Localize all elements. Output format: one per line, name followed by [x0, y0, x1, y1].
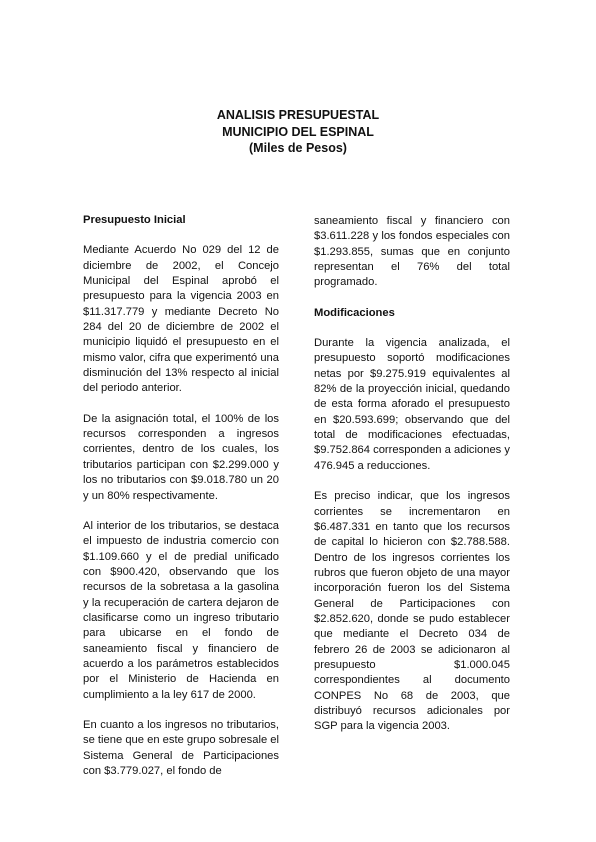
- paragraph: saneamiento fiscal y financiero con $3.611.228 y los fondos especiales con $1.293.855, sumas que en conjunto representan el 76% del total programado.: [314, 215, 510, 289]
- title-line-2: MUNICIPIO DEL ESPINAL: [222, 124, 374, 139]
- left-column: [83, 213, 279, 794]
- title-line-1: ANALISIS PRESUPUESTAL: [216, 108, 380, 122]
- paragraph: Al interior de los tributarios, se destaca el impuesto de industria comercio con $1.109.660 y el de predial unificado con $900.420, observando que los recursos de la sobretasa a la gasolina y la recuperación de cartera dejaron de clasificarse como un ingreso tributario para ubicarse en el fondo de saneamiento fiscal y financiero de acuerdo a los parámetros establecidos por el Ministerio de Hacienda en cumplimiento a la ley 617 de 2000.: [83, 519, 279, 701]
- paragraph: En cuanto a los ingresos no tributarios, se tiene que en este grupo sobresale el Sistema General de Participaciones con $3.779.027, el fondo de: [83, 718, 279, 777]
- right-column: [314, 214, 510, 750]
- paragraph: Durante la vigencia analizada, el presupuesto soportó modificaciones netas por $9.275.919 equivalentes al 82% de la proyección inicial, quedando de esta forma aforado el presupuesto en $20.593.699; observando que del total de modificaciones efectuadas, $9.752.864 corresponden a adiciones y 476.945 a reducciones.: [314, 337, 510, 472]
- section-heading-modificaciones: Modificaciones: [314, 306, 395, 319]
- paragraph: Mediante Acuerdo No 029 del 12 de diciembre de 2002, el Concejo Municipal del Espinal aprobó el presupuesto para la vigencia 2003 en $11.317.779 y mediante Decreto No 284 del 20 de diciembre de 2002 el municipio liquidó el presupuesto en el mismo valor, cifra que experimentó una disminución del 13% respecto al inicial del periodo anterior.: [83, 244, 279, 395]
- document-title: [0, 107, 596, 157]
- paragraph: De la asignación total, el 100% de los recursos corresponden a ingresos corrientes, dentro de los cuales, los tributarios participan con $2.299.000 y los no tributarios con $9.018.780 un 20 y un 80% respectivamente.: [83, 412, 279, 502]
- paragraph: Es preciso indicar, que los ingresos corrientes se incrementaron en $6.487.331 en tanto que los recursos de capital lo hicieron con $2.788.588. Dentro de los ingresos corrientes los rubros que fueron objeto de una mayor incorporación fueron los del Sistema General de Participaciones con $2.852.620, donde se pudo establecer que mediante el Decreto 034 de febrero 26 de 2003 se adicionaron al presupuesto $1.000.045 correspondientes al documento CONPES No 68 de 2003, que distribuyó recursos adicionales por SGP para la vigencia 2003.: [314, 490, 510, 733]
- section-heading-presupuesto-inicial: Presupuesto Inicial: [83, 214, 186, 226]
- title-line-3: (Miles de Pesos): [249, 141, 347, 155]
